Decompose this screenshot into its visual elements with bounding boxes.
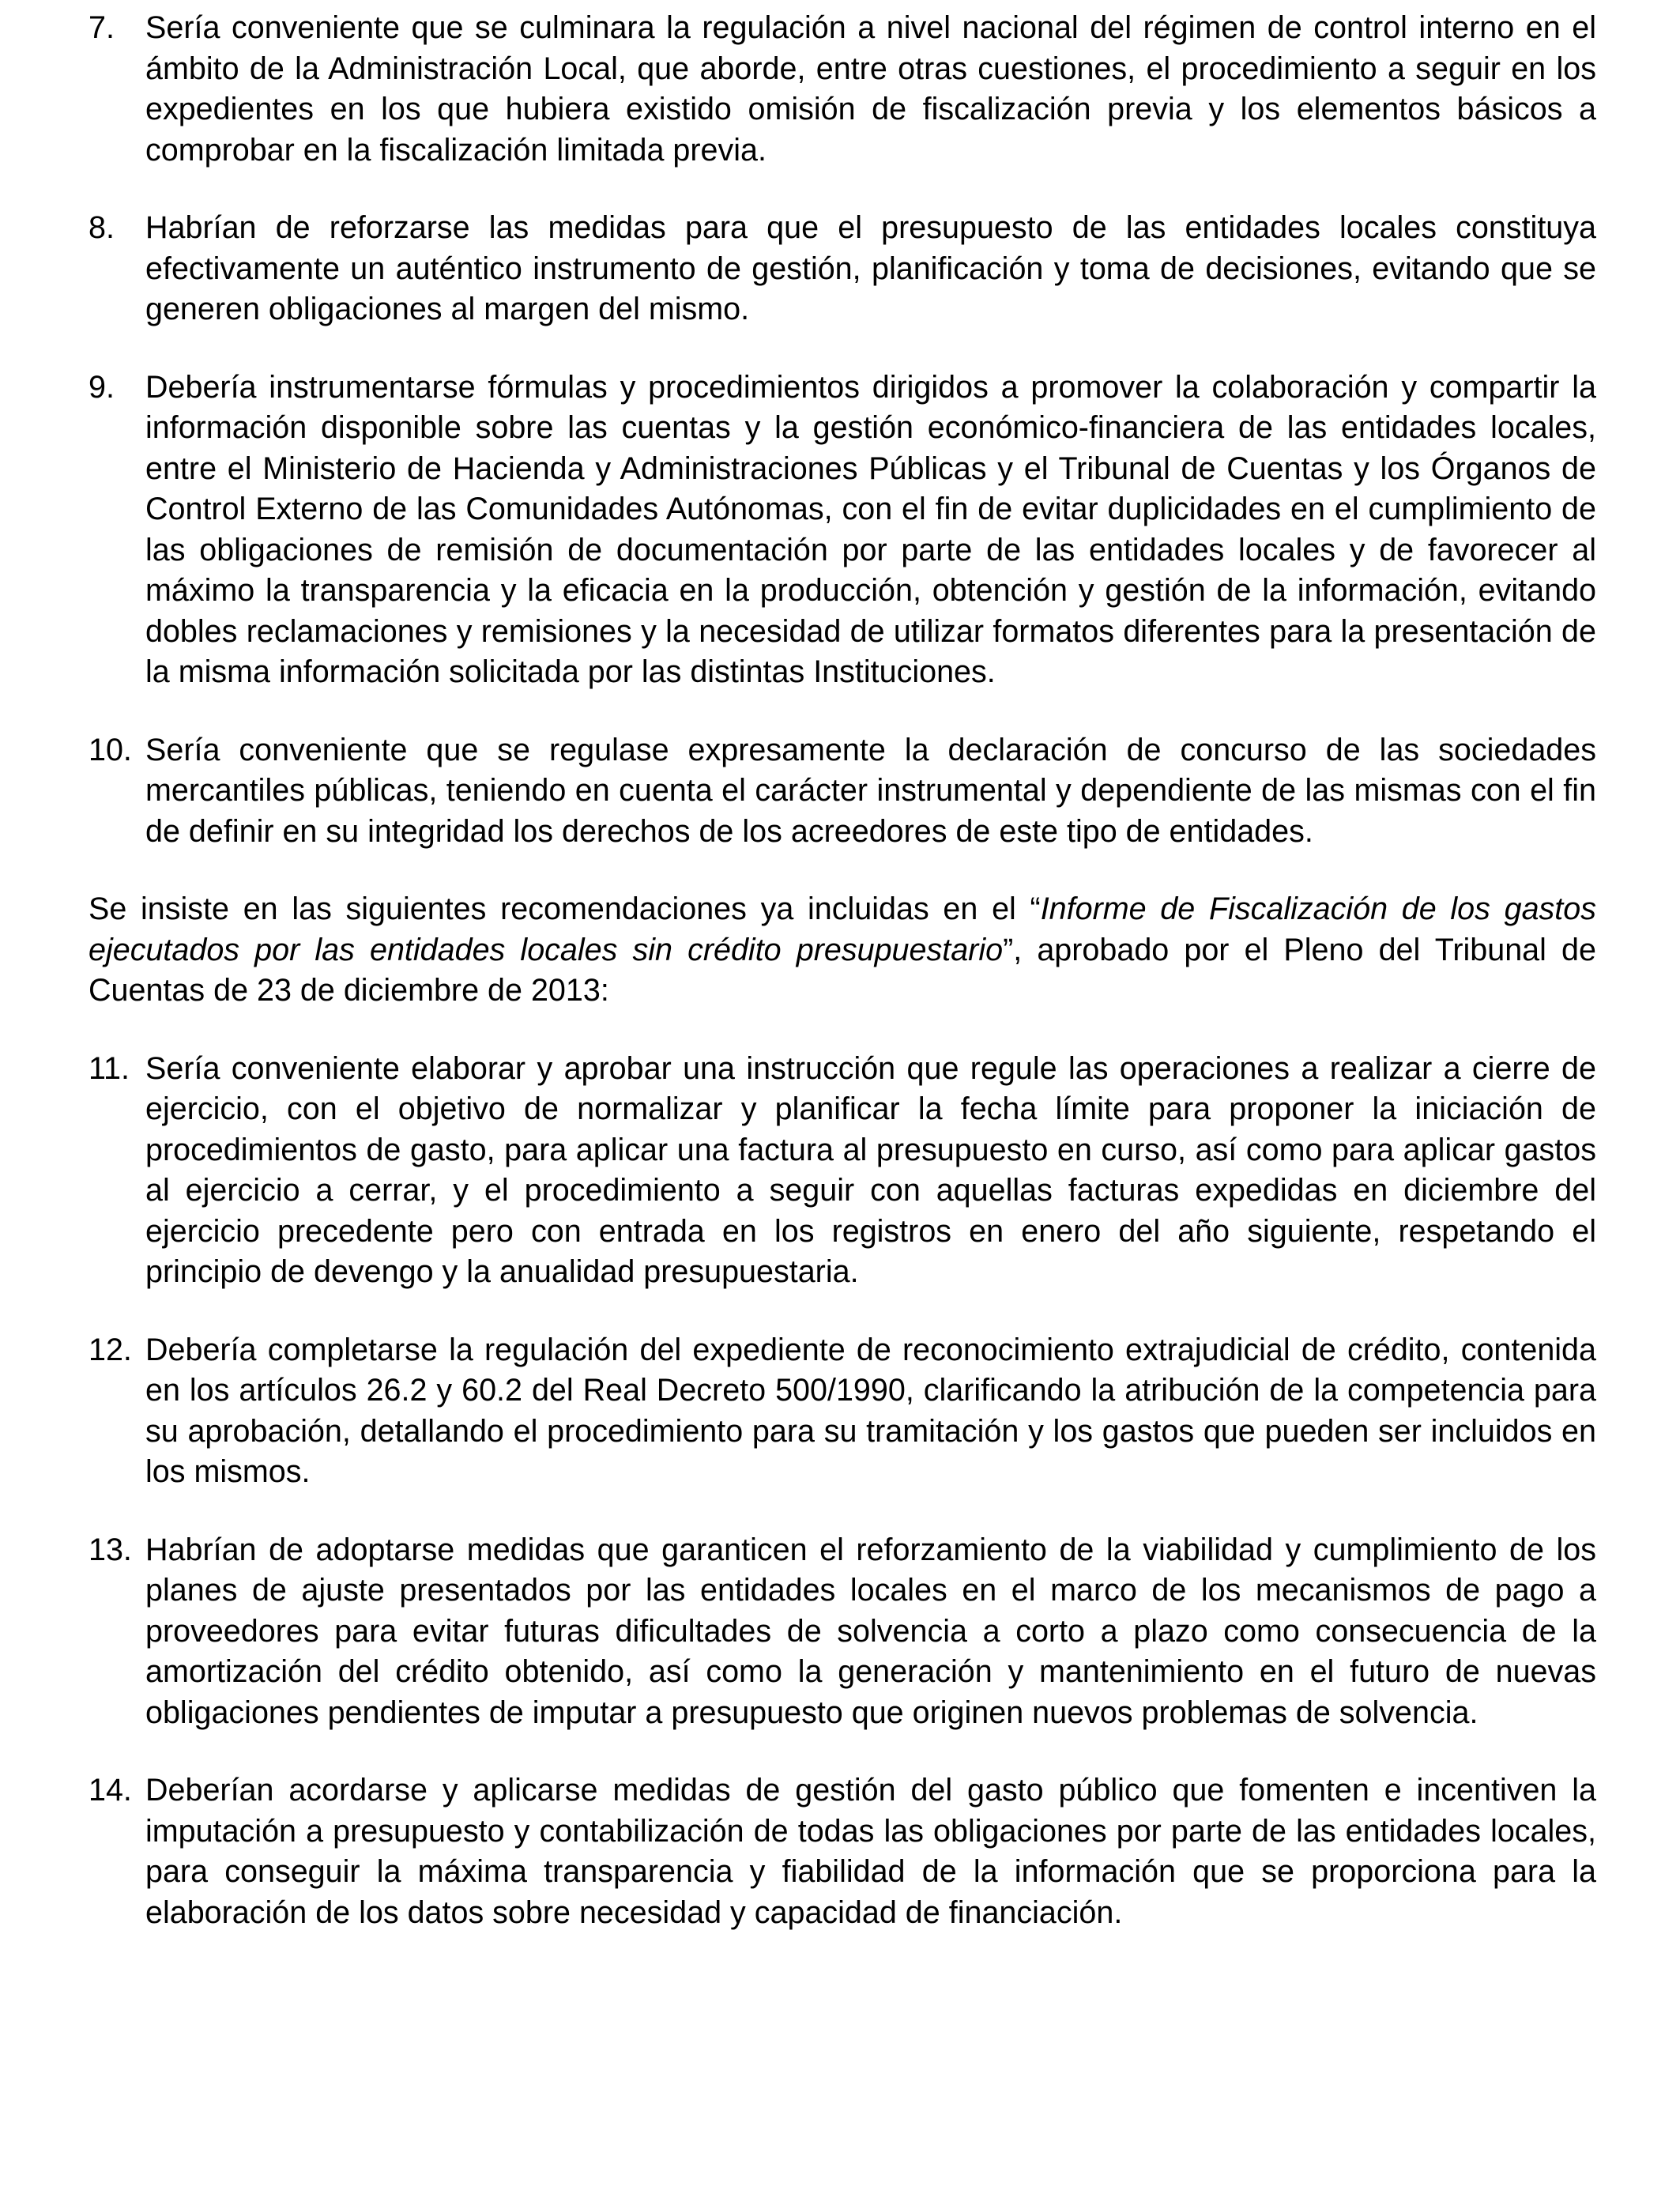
item-number: 8. xyxy=(89,210,115,245)
item-text: Deberían acordarse y aplicarse medidas de gestión del gasto público que fomenten e incentiven la imputación a presupuesto y contabilización de todas las obligaciones por parte de las entidades locales, para conseguir la máxima transparencia y fiabilidad de la información que se proporciona para la elaboración de los datos sobre necesidad y capacidad de financiación. xyxy=(145,1773,1596,1930)
intro-paragraph xyxy=(89,889,1596,1012)
item-text: Debería instrumentarse fórmulas y procedimientos dirigidos a promover la colaboración y compartir la información disponible sobre las cuentas y la gestión económico-financiera de las entidades locales, entre el Ministerio de Hacienda y Administraciones Públicas y el Tribunal de Cuentas y los Órganos de Control Externo de las Comunidades Autónomas, con el fin de evitar duplicidades en el cumplimiento de las obligaciones de remisión de documentación por parte de las entidades locales y de favorecer al máximo la transparencia y la eficacia en la producción, obtención y gestión de la información, evitando dobles reclamaciones y remisiones y la necesidad de utilizar formatos diferentes para la presentación de la misma información solicitada por las distintas Instituciones. xyxy=(145,369,1596,689)
intro-text-before: Se insiste en las siguientes recomendaciones ya incluidas en el “ xyxy=(89,892,1041,926)
item-number: 14. xyxy=(89,1773,132,1808)
recommendation-item-13 xyxy=(89,1530,1596,1734)
item-text: Habrían de adoptarse medidas que garanticen el reforzamiento de la viabilidad y cumplimiento de los planes de ajuste presentados por las entidades locales en el marco de los mecanismos de pago a proveedores para evitar futuras dificultades de solvencia a corto a plazo como consecuencia de la amortización del crédito obtenido, así como la generación y mantenimiento en el futuro de nuevas obligaciones pendientes de imputar a presupuesto que originen nuevos problemas de solvencia. xyxy=(145,1532,1596,1730)
recommendation-item-12 xyxy=(89,1330,1596,1493)
recommendation-item-8 xyxy=(89,208,1596,330)
recommendation-item-11 xyxy=(89,1049,1596,1293)
item-text: Debería completarse la regulación del expediente de reconocimiento extrajudicial de crédito, contenida en los artículos 26.2 y 60.2 del Real Decreto 500/1990, clarificando la atribución de la competencia para su aprobación, detallando el procedimiento para su tramitación y los gastos que pueden ser incluidos en los mismos. xyxy=(145,1332,1596,1489)
recommendation-item-14 xyxy=(89,1770,1596,1933)
recommendation-item-9 xyxy=(89,368,1596,693)
intro-text-after: ”, aprobado por el Pleno del Tribunal de Cuentas de 23 de diciembre de 2013: xyxy=(89,932,1596,1008)
item-text: Habrían de reforzarse las medidas para que el presupuesto de las entidades locales constituya efectivamente un auténtico instrumento de gestión, planificación y toma de decisiones, evitando que se generen obligaciones al margen del mismo. xyxy=(145,210,1596,326)
report-title: Informe de Fiscalización de los gastos ejecutados por las entidades locales sin crédito presupuestario xyxy=(89,892,1596,967)
recommendation-item-10 xyxy=(89,730,1596,853)
item-number: 10. xyxy=(89,732,132,767)
item-number: 9. xyxy=(89,369,115,405)
item-number: 13. xyxy=(89,1532,132,1567)
item-number: 7. xyxy=(89,10,115,45)
recommendation-item-7 xyxy=(89,8,1596,171)
document-page xyxy=(89,8,1596,1970)
item-text: Sería conveniente que se culminara la regulación a nivel nacional del régimen de control interno en el ámbito de la Administración Local, que aborde, entre otras cuestiones, el procedimiento a seguir en los expedientes en los que hubiera existido omisión de fiscalización previa y los elementos básicos a comprobar en la fiscalización limitada previa. xyxy=(145,10,1596,168)
item-text: Sería conveniente que se regulase expresamente la declaración de concurso de las sociedades mercantiles públicas, teniendo en cuenta el carácter instrumental y dependiente de las mismas con el fin de definir en su integridad los derechos de los acreedores de este tipo de entidades. xyxy=(145,732,1596,849)
item-number: 12. xyxy=(89,1332,132,1367)
item-number: 11. xyxy=(89,1050,130,1086)
item-text: Sería conveniente elaborar y aprobar una instrucción que regule las operaciones a realizar a cierre de ejercicio, con el objetivo de normalizar y planificar la fecha límite para proponer la iniciación de procedimientos de gasto, para aplicar una factura al presupuesto en curso, así como para aplicar gastos al ejercicio a cerrar, y el procedimiento a seguir con aquellas facturas expedidas en diciembre del ejercicio precedente pero con entrada en los registros en enero del año siguiente, respetando el principio de devengo y la anualidad presupuestaria. xyxy=(145,1050,1596,1289)
